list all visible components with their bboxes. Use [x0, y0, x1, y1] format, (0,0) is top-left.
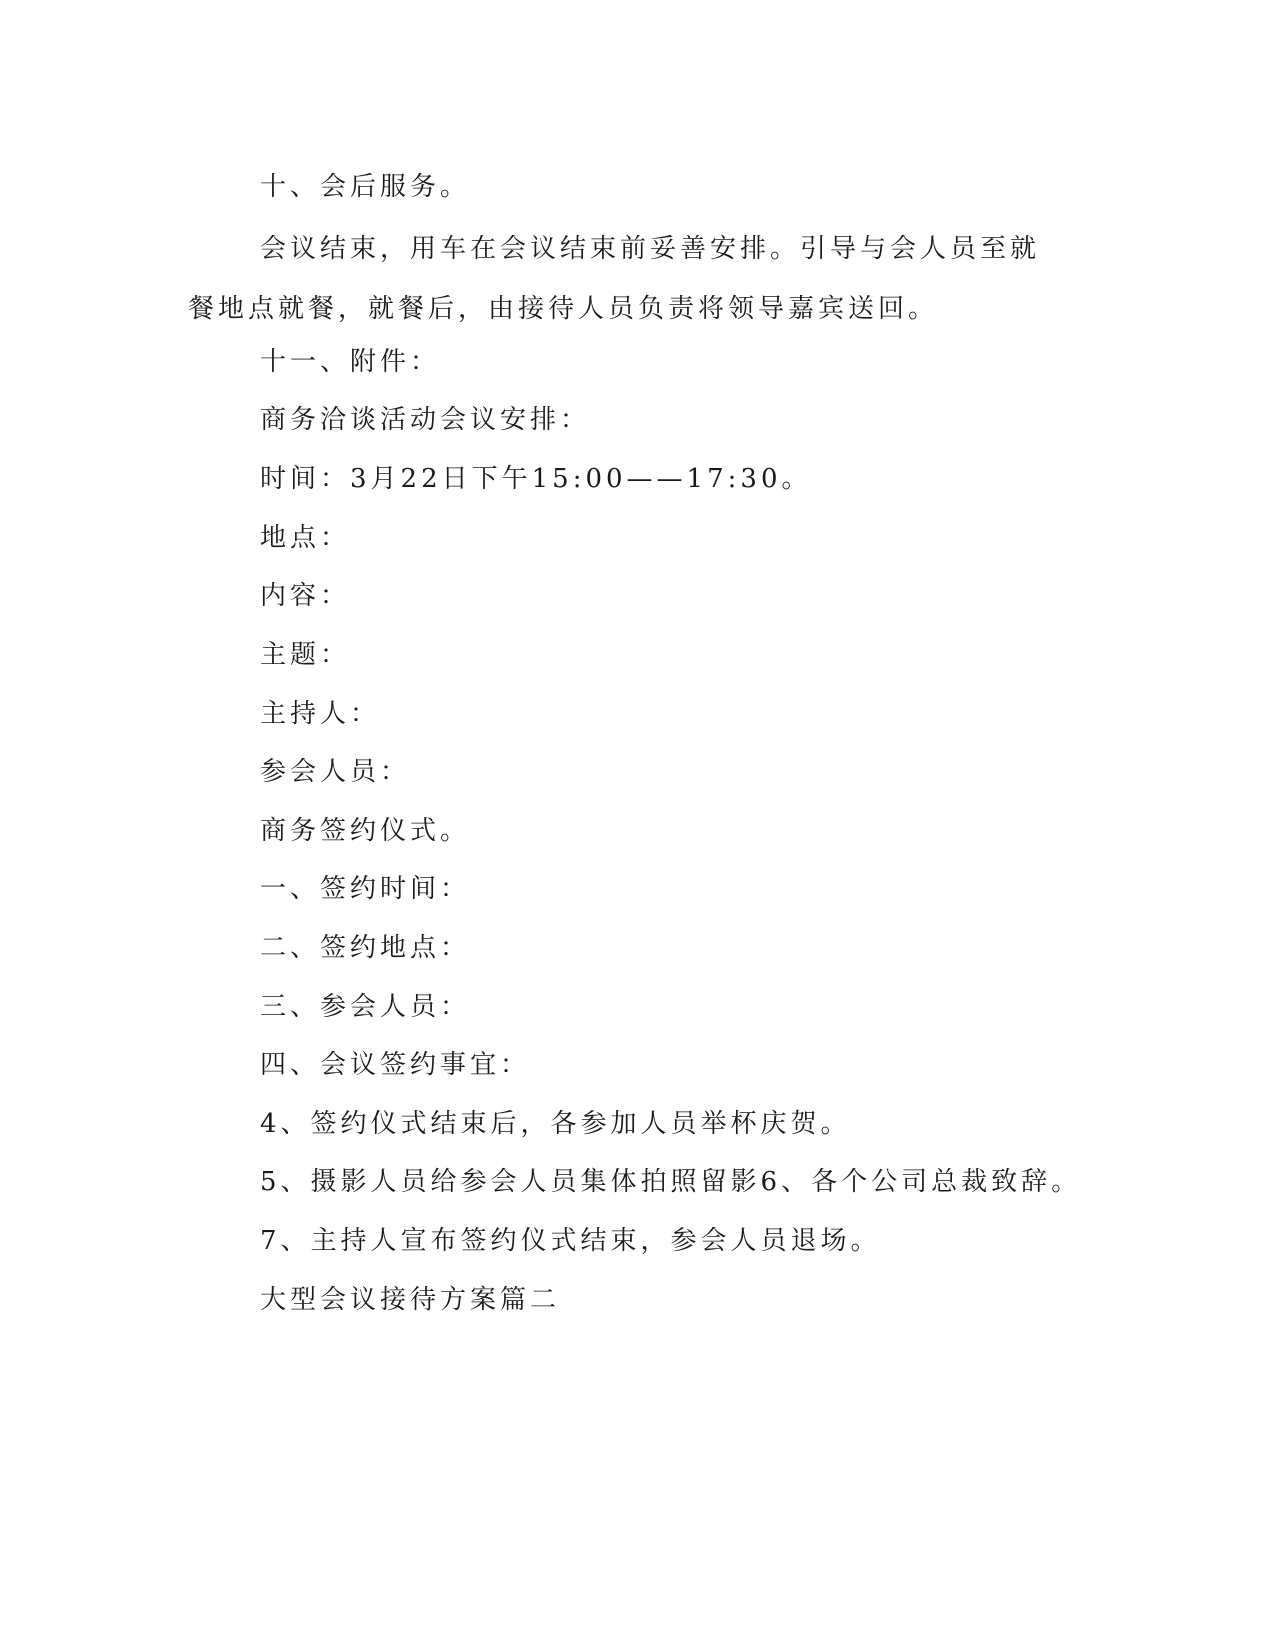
section-heading-part-two: 大型会议接待方案篇二 — [260, 1285, 561, 1315]
list-item-signing-matters: 四、会议签约事宜： — [260, 1050, 531, 1080]
list-item-7-closing: 7、主持人宣布签约仪式结束，参会人员退场。 — [260, 1226, 881, 1256]
list-item-signing-attendees: 三、参会人员： — [260, 992, 471, 1022]
paragraph-time: 时间：3月22日下午15:00——17:30。 — [260, 464, 812, 494]
paragraph-signing-ceremony: 商务签约仪式。 — [260, 816, 471, 846]
list-item-signing-location: 二、签约地点： — [260, 933, 471, 963]
paragraph-attendees: 参会人员： — [260, 757, 411, 787]
paragraph-location: 地点： — [260, 523, 351, 553]
list-item-4-toast: 4、签约仪式结束后，各参加人员举杯庆贺。 — [260, 1109, 851, 1139]
paragraph-business-talks-arrangement: 商务洽谈活动会议安排： — [260, 405, 591, 435]
list-item-5-photo: 5、摄影人员给参会人员集体拍照留影6、各个公司总裁致辞。 — [260, 1167, 1082, 1197]
section-heading-attachments: 十一、附件： — [260, 347, 441, 377]
paragraph-theme: 主题： — [260, 640, 351, 670]
paragraph-post-meeting-details: 会议结束，用车在会议结束前妥善安排。引导与会人员至就餐地点就餐，就餐后，由接待人员负责将领导嘉宾送回。 — [188, 234, 1041, 324]
paragraph-content: 内容： — [260, 581, 351, 611]
section-heading-post-meeting-service: 十、会后服务。 — [260, 172, 471, 202]
list-item-signing-time: 一、签约时间： — [260, 874, 471, 904]
paragraph-host: 主持人： — [260, 699, 381, 729]
